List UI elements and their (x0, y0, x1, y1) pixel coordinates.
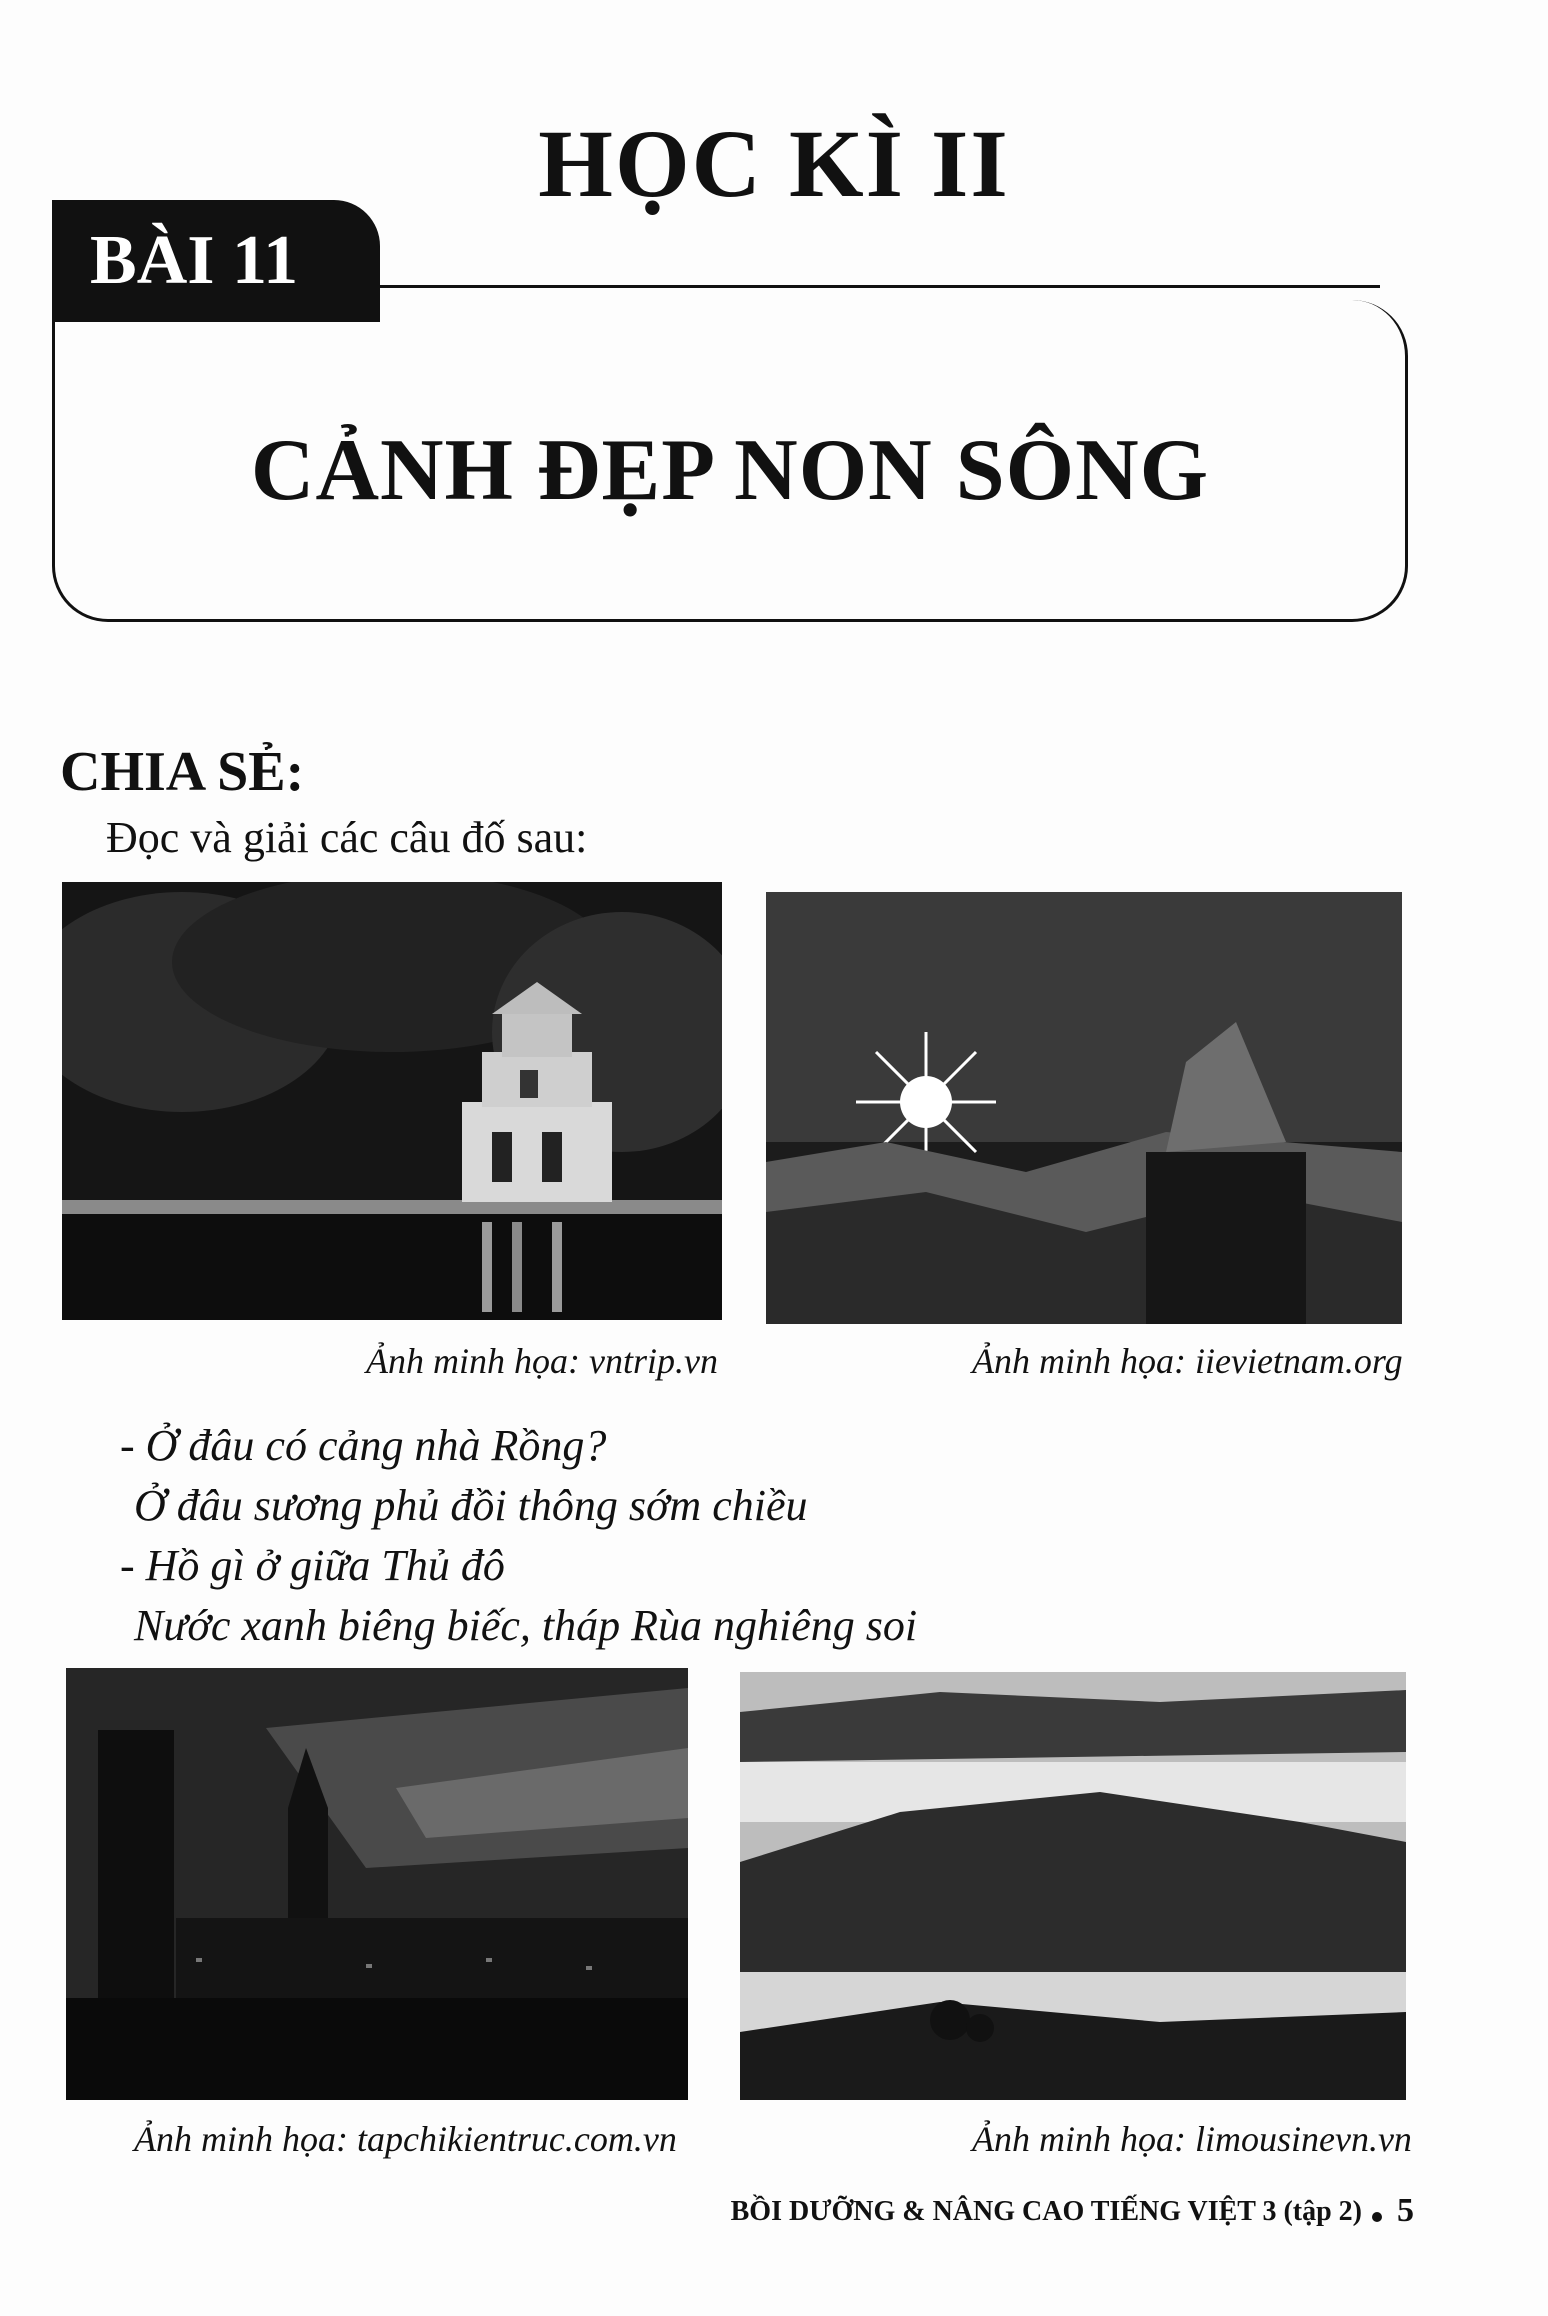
photo-caption: Ảnh minh họa: limousinevn.vn (972, 2119, 1412, 2159)
riddle-line: Ở đâu sương phủ đồi thông sớm chiều (134, 1481, 808, 1530)
footer-book-title: BỒI DƯỠNG & NÂNG CAO TIẾNG VIỆT 3 (tập 2) (730, 2196, 1362, 2227)
photo-caption: Ảnh minh họa: tapchikientruc.com.vn (134, 2119, 677, 2159)
riddle-line: - Hồ gì ở giữa Thủ đô (120, 1541, 505, 1590)
riddle-line: Nước xanh biêng biếc, tháp Rùa nghiêng soi (134, 1601, 918, 1650)
photo-city-skyline (66, 1668, 688, 2100)
term-title: HỌC KÌ II (538, 110, 1010, 217)
instruction-text: Đọc và giải các câu đố sau: (106, 813, 588, 862)
photo-caption: Ảnh minh họa: vntrip.vn (366, 1341, 718, 1381)
lesson-number-tab: BÀI 11 (52, 200, 380, 322)
riddle-line: - Ở đâu có cảng nhà Rồng? (120, 1421, 607, 1470)
lesson-title: CẢNH ĐẸP NON SÔNG (250, 422, 1210, 519)
section-heading: CHIA SẺ: (60, 741, 305, 803)
lesson-tab-line (380, 285, 1380, 288)
footer-bullet (1372, 2212, 1382, 2222)
photo-misty-hills (740, 1672, 1406, 2100)
page-number: 5 (1397, 2192, 1414, 2229)
photo-caption: Ảnh minh họa: iievietnam.org (972, 1341, 1403, 1381)
photo-mountain-sunrise (766, 892, 1402, 1324)
photo-turtle-tower (62, 882, 722, 1320)
